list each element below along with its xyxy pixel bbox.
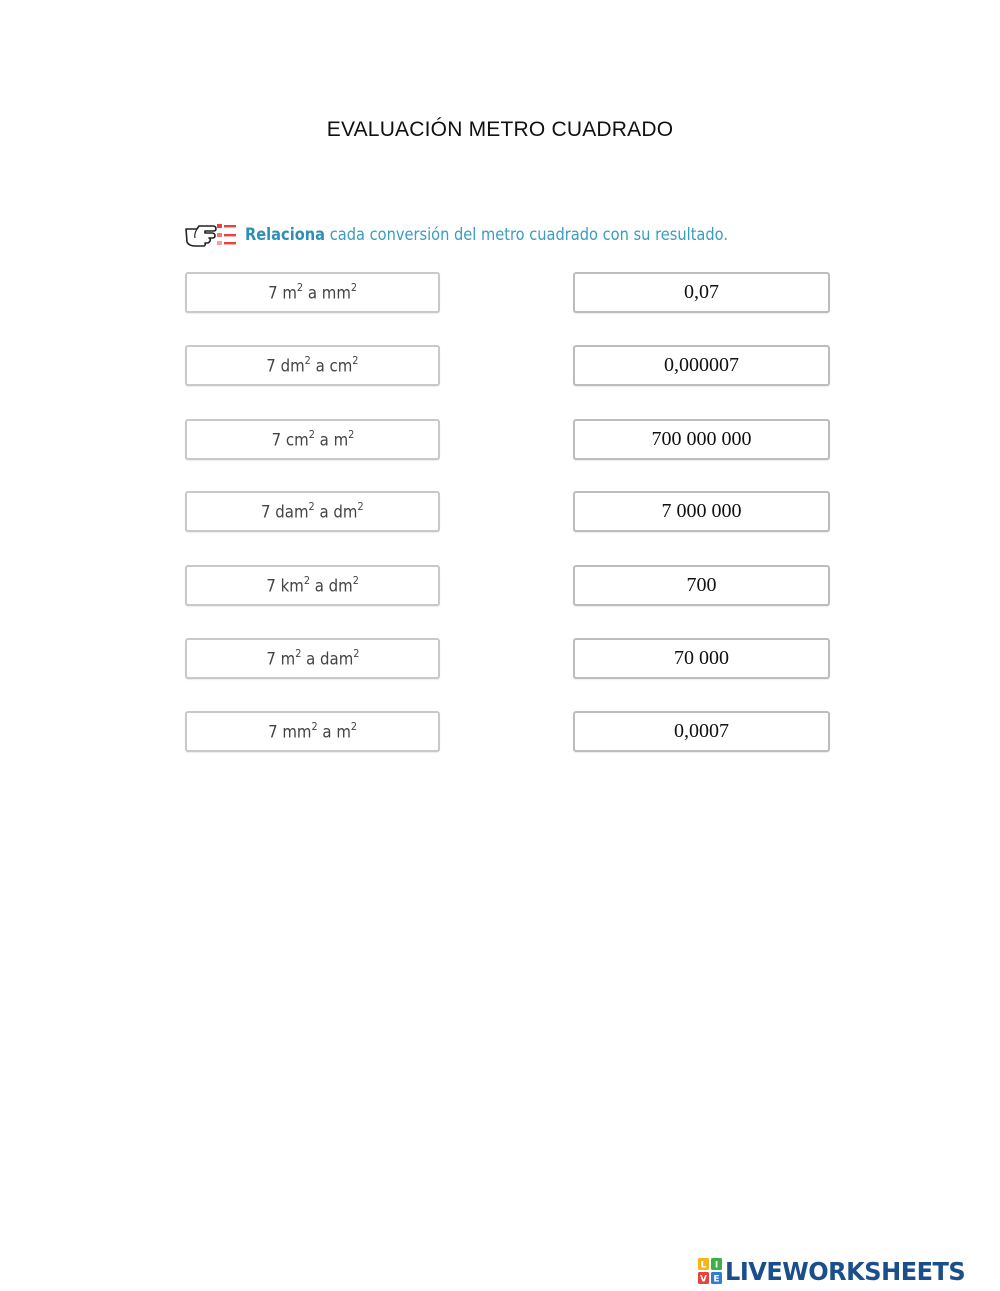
- connector-word: a: [314, 576, 324, 597]
- exponent: 2: [352, 353, 359, 367]
- connector-word: a: [319, 430, 329, 451]
- logo-letter: E: [713, 1274, 720, 1284]
- connector-word: a: [315, 356, 325, 377]
- result-value: 700: [686, 574, 717, 596]
- exponent: 2: [352, 573, 359, 587]
- result-value: 7 000 000: [661, 500, 742, 522]
- result-box[interactable]: [573, 711, 830, 752]
- conversion-label: [266, 575, 359, 597]
- conversion-label: [268, 721, 357, 743]
- conversion-box[interactable]: [185, 345, 440, 386]
- conversion-box[interactable]: [185, 565, 440, 606]
- exponent: 2: [347, 427, 354, 441]
- result-value: 0,0007: [674, 720, 729, 742]
- liveworksheets-logo: [698, 1257, 975, 1285]
- target-unit: m: [333, 430, 348, 451]
- result-box[interactable]: [573, 272, 830, 313]
- result-value: 70 000: [674, 647, 729, 669]
- quantity: 7: [267, 283, 278, 304]
- quantity: 7: [261, 502, 271, 523]
- connector-word: a: [319, 502, 329, 523]
- quantity: 7: [265, 649, 276, 670]
- connector-word: a: [307, 283, 317, 304]
- conversion-box[interactable]: [185, 638, 440, 679]
- target-unit: m: [336, 722, 351, 743]
- conversion-box[interactable]: [185, 419, 440, 460]
- quantity: 7: [266, 356, 276, 377]
- connector-word: a: [305, 649, 315, 670]
- source-unit: dam: [275, 502, 309, 523]
- result-value: 0,07: [684, 281, 719, 303]
- target-unit: mm: [321, 283, 351, 304]
- exponent: 2: [350, 280, 358, 294]
- logo-letter: V: [700, 1274, 707, 1284]
- conversion-box[interactable]: [185, 272, 440, 313]
- quantity: 7: [271, 430, 281, 451]
- conversion-box[interactable]: [185, 711, 440, 752]
- instruction-text: [245, 225, 728, 245]
- quantity: 7: [266, 576, 276, 597]
- exponent: 2: [303, 573, 310, 587]
- exponent: 2: [311, 719, 318, 733]
- result-box[interactable]: [573, 491, 830, 532]
- conversion-label: [266, 355, 358, 377]
- result-box[interactable]: [573, 565, 830, 606]
- target-unit: cm: [329, 356, 353, 377]
- instruction-rest: cada conversión del metro cuadrado con su resultado.: [329, 225, 729, 245]
- connector-word: a: [322, 722, 332, 743]
- source-unit: km: [280, 576, 304, 597]
- exponent: 2: [296, 280, 304, 294]
- exponent: 2: [350, 719, 358, 733]
- conversion-label: [268, 282, 357, 304]
- result-value: 0,000007: [664, 354, 739, 376]
- quantity: 7: [267, 722, 278, 743]
- exponent: 2: [308, 427, 315, 441]
- result-box[interactable]: [573, 345, 830, 386]
- logo-letter: L: [700, 1260, 707, 1271]
- source-unit: mm: [282, 722, 312, 743]
- conversion-label: [266, 648, 359, 670]
- liveworksheets-blocks-icon: [698, 1258, 722, 1284]
- result-box[interactable]: [573, 419, 830, 460]
- result-box[interactable]: [573, 638, 830, 679]
- instruction: [183, 220, 807, 250]
- conversion-label: [261, 501, 364, 523]
- pointing-hand-list-icon: [183, 220, 237, 250]
- source-unit: m: [282, 283, 297, 304]
- conversion-label: [271, 429, 354, 451]
- exponent: 2: [357, 499, 364, 513]
- target-unit: dm: [333, 502, 358, 523]
- brand-name: LIVEWORKSHEETS: [725, 1256, 966, 1286]
- exponent: 2: [308, 499, 315, 513]
- instruction-verb: Relaciona: [245, 225, 326, 245]
- conversion-box[interactable]: [185, 491, 440, 532]
- source-unit: m: [280, 649, 295, 670]
- logo-letter: I: [714, 1260, 719, 1271]
- exponent: 2: [294, 646, 301, 660]
- source-unit: cm: [285, 430, 309, 451]
- exponent: 2: [304, 353, 311, 367]
- page-title: EVALUACIÓN METRO CUADRADO: [326, 118, 674, 141]
- exponent: 2: [352, 646, 360, 660]
- result-value: 700 000 000: [651, 428, 752, 450]
- target-unit: dm: [328, 576, 353, 597]
- source-unit: dm: [280, 356, 305, 377]
- target-unit: dam: [319, 649, 353, 670]
